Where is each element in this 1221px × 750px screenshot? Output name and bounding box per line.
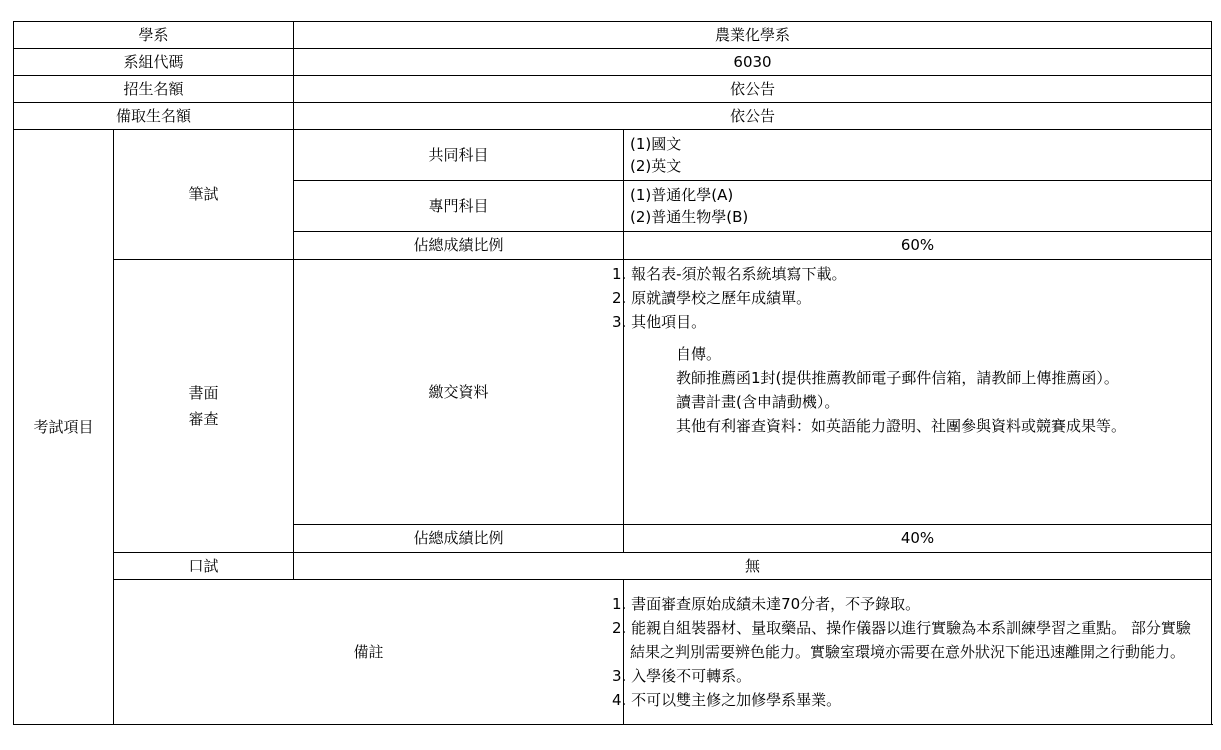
written-ratio-label: 佔總成績比例 — [294, 232, 624, 260]
other-item: 教師推薦函1封(提供推薦教師電子郵件信箱，請教師上傳推薦函）。 — [676, 369, 1119, 387]
oral-exam-row — [14, 553, 1212, 580]
other-item: 讀書計畫(含申請動機）。 — [676, 393, 840, 411]
oral-exam-label: 口試 — [114, 553, 294, 580]
review-ratio-value: 40% — [624, 525, 1212, 553]
other-item: 自傳。 — [676, 345, 722, 363]
other-items-list — [630, 342, 1205, 438]
quota-value: 依公告 — [294, 76, 1212, 103]
common-subjects-label: 共同科目 — [294, 130, 624, 181]
professional-subject-item: (1)普通化學(A) — [630, 186, 734, 204]
remarks-row — [14, 580, 1212, 725]
quota-label: 招生名額 — [14, 76, 294, 103]
exam-items-label: 考試項目 — [14, 130, 114, 725]
remarks-label: 備註 — [114, 580, 624, 725]
required-docs-list — [612, 262, 1205, 334]
dept-row — [14, 22, 1212, 49]
professional-subject-item: (2)普通生物學(B) — [630, 208, 749, 226]
oral-exam-value: 無 — [294, 553, 1212, 580]
code-row — [14, 49, 1212, 76]
code-label: 系組代碼 — [14, 49, 294, 76]
remark-item: 4. 不可以雙主修之加修學系畢業。 — [612, 691, 842, 709]
dept-value: 農業化學系 — [294, 22, 1212, 49]
remark-item: 3. 入學後不可轉系。 — [612, 667, 752, 685]
required-docs-content — [612, 260, 1212, 525]
dept-label: 學系 — [14, 22, 294, 49]
common-subject-item: (1)國文 — [630, 135, 682, 153]
code-value: 6030 — [294, 49, 1212, 76]
remarks-content — [612, 580, 1212, 725]
written-ratio-value: 60% — [624, 232, 1212, 260]
common-subjects-list — [624, 130, 1212, 181]
remark-item: 2. 能親自組裝器材、量取藥品、操作儀器以進行實驗為本系訓練學習之重點。 部分實驗結果之判別需要辨色能力。實驗室環境亦需要在意外狀況下能迅速離開之行動能力。 — [612, 619, 1191, 661]
written-common-row — [14, 130, 1212, 181]
common-subject-item: (2)英文 — [630, 157, 682, 175]
required-doc-item: 3. 其他項目。 — [612, 313, 707, 331]
document-review-label — [114, 260, 294, 553]
written-exam-label: 筆試 — [114, 130, 294, 260]
document-review-label-line: 書面 — [188, 384, 219, 402]
waitlist-value: 依公告 — [294, 103, 1212, 130]
professional-subjects-list — [624, 181, 1212, 232]
waitlist-row — [14, 103, 1212, 130]
admission-info-table — [13, 21, 1212, 725]
other-item: 其他有利審查資料：如英語能力證明、社團參與資料或競賽成果等。 — [676, 417, 1127, 435]
review-docs-row — [14, 260, 1212, 525]
review-ratio-label: 佔總成績比例 — [294, 525, 624, 553]
document-review-label-line: 審查 — [188, 410, 219, 428]
required-doc-item: 1. 報名表-須於報名系統填寫下載。 — [612, 265, 847, 283]
remark-item: 1. 書面審查原始成績未達70分者，不予錄取。 — [612, 595, 921, 613]
required-doc-item: 2. 原就讀學校之歷年成績單。 — [612, 289, 812, 307]
waitlist-label: 備取生名額 — [14, 103, 294, 130]
quota-row — [14, 76, 1212, 103]
remarks-list — [612, 592, 1205, 712]
professional-subjects-label: 專門科目 — [294, 181, 624, 232]
required-docs-label: 繳交資料 — [294, 260, 624, 525]
